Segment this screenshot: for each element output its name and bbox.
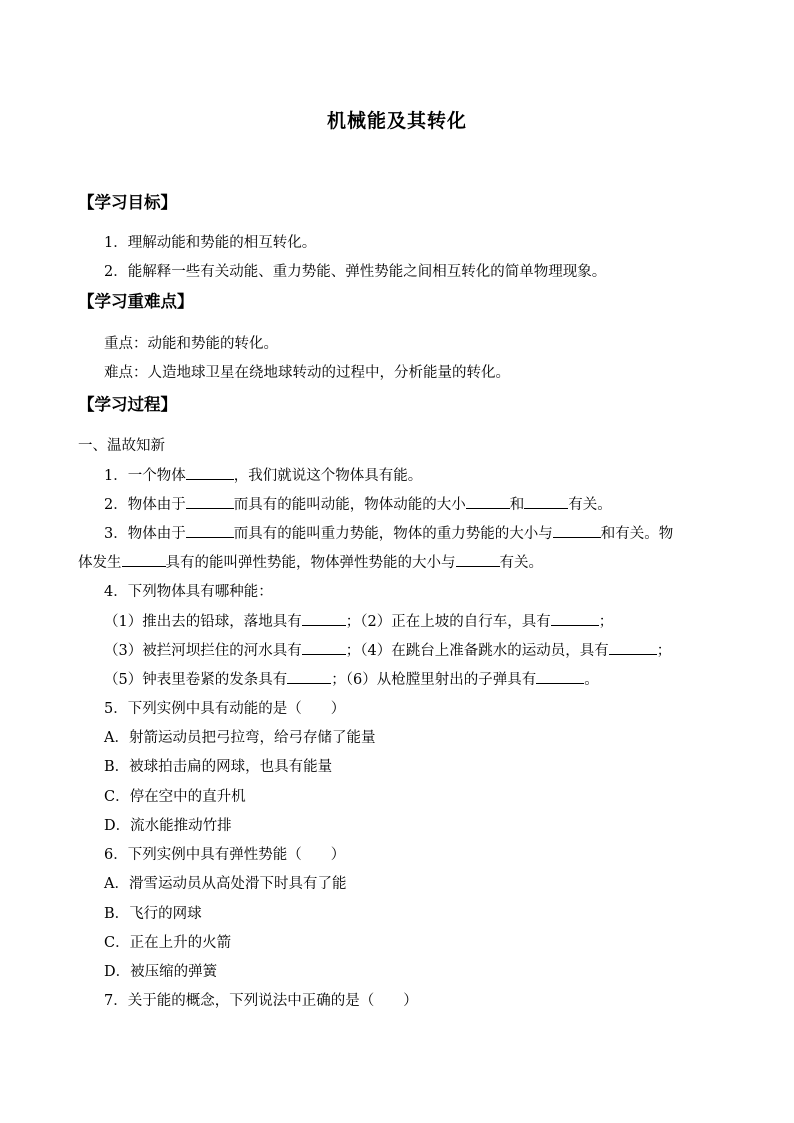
fill-blank[interactable]: [524, 494, 568, 509]
q4-r1-c: ；: [598, 614, 614, 630]
q4-r1-a: （1）推出去的铅球，落地具有: [104, 614, 302, 630]
goal-item-2: 2．能解释一些有关动能、重力势能、弹性势能之间相互转化的简单物理现象。: [104, 264, 607, 280]
q6-option-a[interactable]: A．滑雪运动员从高处滑下时具有了能: [104, 876, 347, 892]
question-5-stem: 5．下列实例中具有动能的是（ ）: [104, 701, 346, 717]
q4-r2-c: ；: [656, 643, 672, 659]
q1-text-a: 1．一个物体: [104, 468, 186, 484]
fill-blank[interactable]: [287, 669, 331, 684]
fill-blank[interactable]: [302, 611, 346, 626]
fill-blank[interactable]: [186, 494, 234, 509]
q5-option-d[interactable]: D．流水能推动竹排: [104, 818, 232, 834]
q5-option-a[interactable]: A．射箭运动员把弓拉弯，给弓存储了能量: [104, 730, 376, 746]
fill-blank[interactable]: [456, 552, 500, 567]
fill-blank[interactable]: [536, 669, 584, 684]
fill-blank[interactable]: [186, 523, 234, 538]
q4-r2-a: （3）被拦河坝拦住的河水具有: [104, 643, 302, 659]
q3-text-c: 和有关。物: [600, 526, 674, 542]
fill-blank[interactable]: [609, 640, 657, 655]
fill-blank[interactable]: [466, 494, 510, 509]
q3-text-d: 体发生: [78, 555, 122, 571]
question-3-line-2: [78, 552, 543, 573]
fill-blank[interactable]: [186, 465, 234, 480]
question-6-stem: 6．下列实例中具有弹性势能（ ）: [104, 847, 346, 863]
q6-option-b[interactable]: B．飞行的网球: [104, 906, 202, 922]
q4-r2-b: ；（4）在跳台上准备跳水的运动员，具有: [345, 643, 609, 659]
q3-text-e: 具有的能叫弹性势能，物体弹性势能的大小与: [165, 555, 456, 571]
goal-item-1: 1．理解动能和势能的相互转化。: [104, 235, 317, 251]
fill-blank[interactable]: [551, 611, 599, 626]
question-7-stem: 7．关于能的概念，下列说法中正确的是（ ）: [104, 993, 418, 1009]
question-1: [104, 465, 422, 486]
q4-r3-b: ；（6）从枪膛里射出的子弹具有: [331, 672, 537, 688]
q3-text-b: 而具有的能叫重力势能，物体的重力势能的大小与: [233, 526, 553, 542]
q2-text-a: 2．物体由于: [104, 497, 186, 513]
fill-blank[interactable]: [122, 552, 166, 567]
q6-option-c[interactable]: C．正在上升的火箭: [104, 935, 232, 951]
question-4-stem: 4．下列物体具有哪种能：: [104, 584, 273, 600]
question-4-row-3: [104, 669, 599, 690]
key-difficulty: 难点：人造地球卫星在绕地球转动的过程中，分析能量的转化。: [104, 365, 510, 381]
question-2: [104, 494, 612, 515]
q2-text-d: 有关。: [568, 497, 612, 513]
section-heading-process: 【学习过程】: [78, 395, 177, 414]
fill-blank[interactable]: [302, 640, 346, 655]
q4-r3-a: （5）钟表里卷紧的发条具有: [104, 672, 288, 688]
question-3-line-1: [104, 523, 673, 544]
q2-text-c: 和: [509, 497, 525, 513]
q3-text-a: 3．物体由于: [104, 526, 186, 542]
q2-text-b: 而具有的能叫动能，物体动能的大小: [233, 497, 466, 513]
q1-text-b: ，我们就说这个物体具有能。: [233, 468, 423, 484]
q5-option-b[interactable]: B．被球拍击扁的网球，也具有能量: [104, 759, 333, 775]
q4-r1-b: ；（2）正在上坡的自行车，具有: [345, 614, 551, 630]
q6-option-d[interactable]: D．被压缩的弹簧: [104, 964, 218, 980]
q4-r3-c: 。: [584, 672, 599, 688]
section-heading-goals: 【学习目标】: [78, 193, 177, 212]
question-4-row-2: [104, 640, 671, 661]
fill-blank[interactable]: [553, 523, 601, 538]
key-focus: 重点：动能和势能的转化。: [104, 336, 278, 352]
q5-option-c[interactable]: C．停在空中的直升机: [104, 789, 246, 805]
document-title: 机械能及其转化: [326, 110, 467, 132]
question-4-row-1: [104, 611, 613, 632]
q3-text-f: 有关。: [499, 555, 543, 571]
section-heading-key: 【学习重难点】: [78, 292, 194, 311]
part1-title: 一、温故知新: [78, 438, 165, 454]
